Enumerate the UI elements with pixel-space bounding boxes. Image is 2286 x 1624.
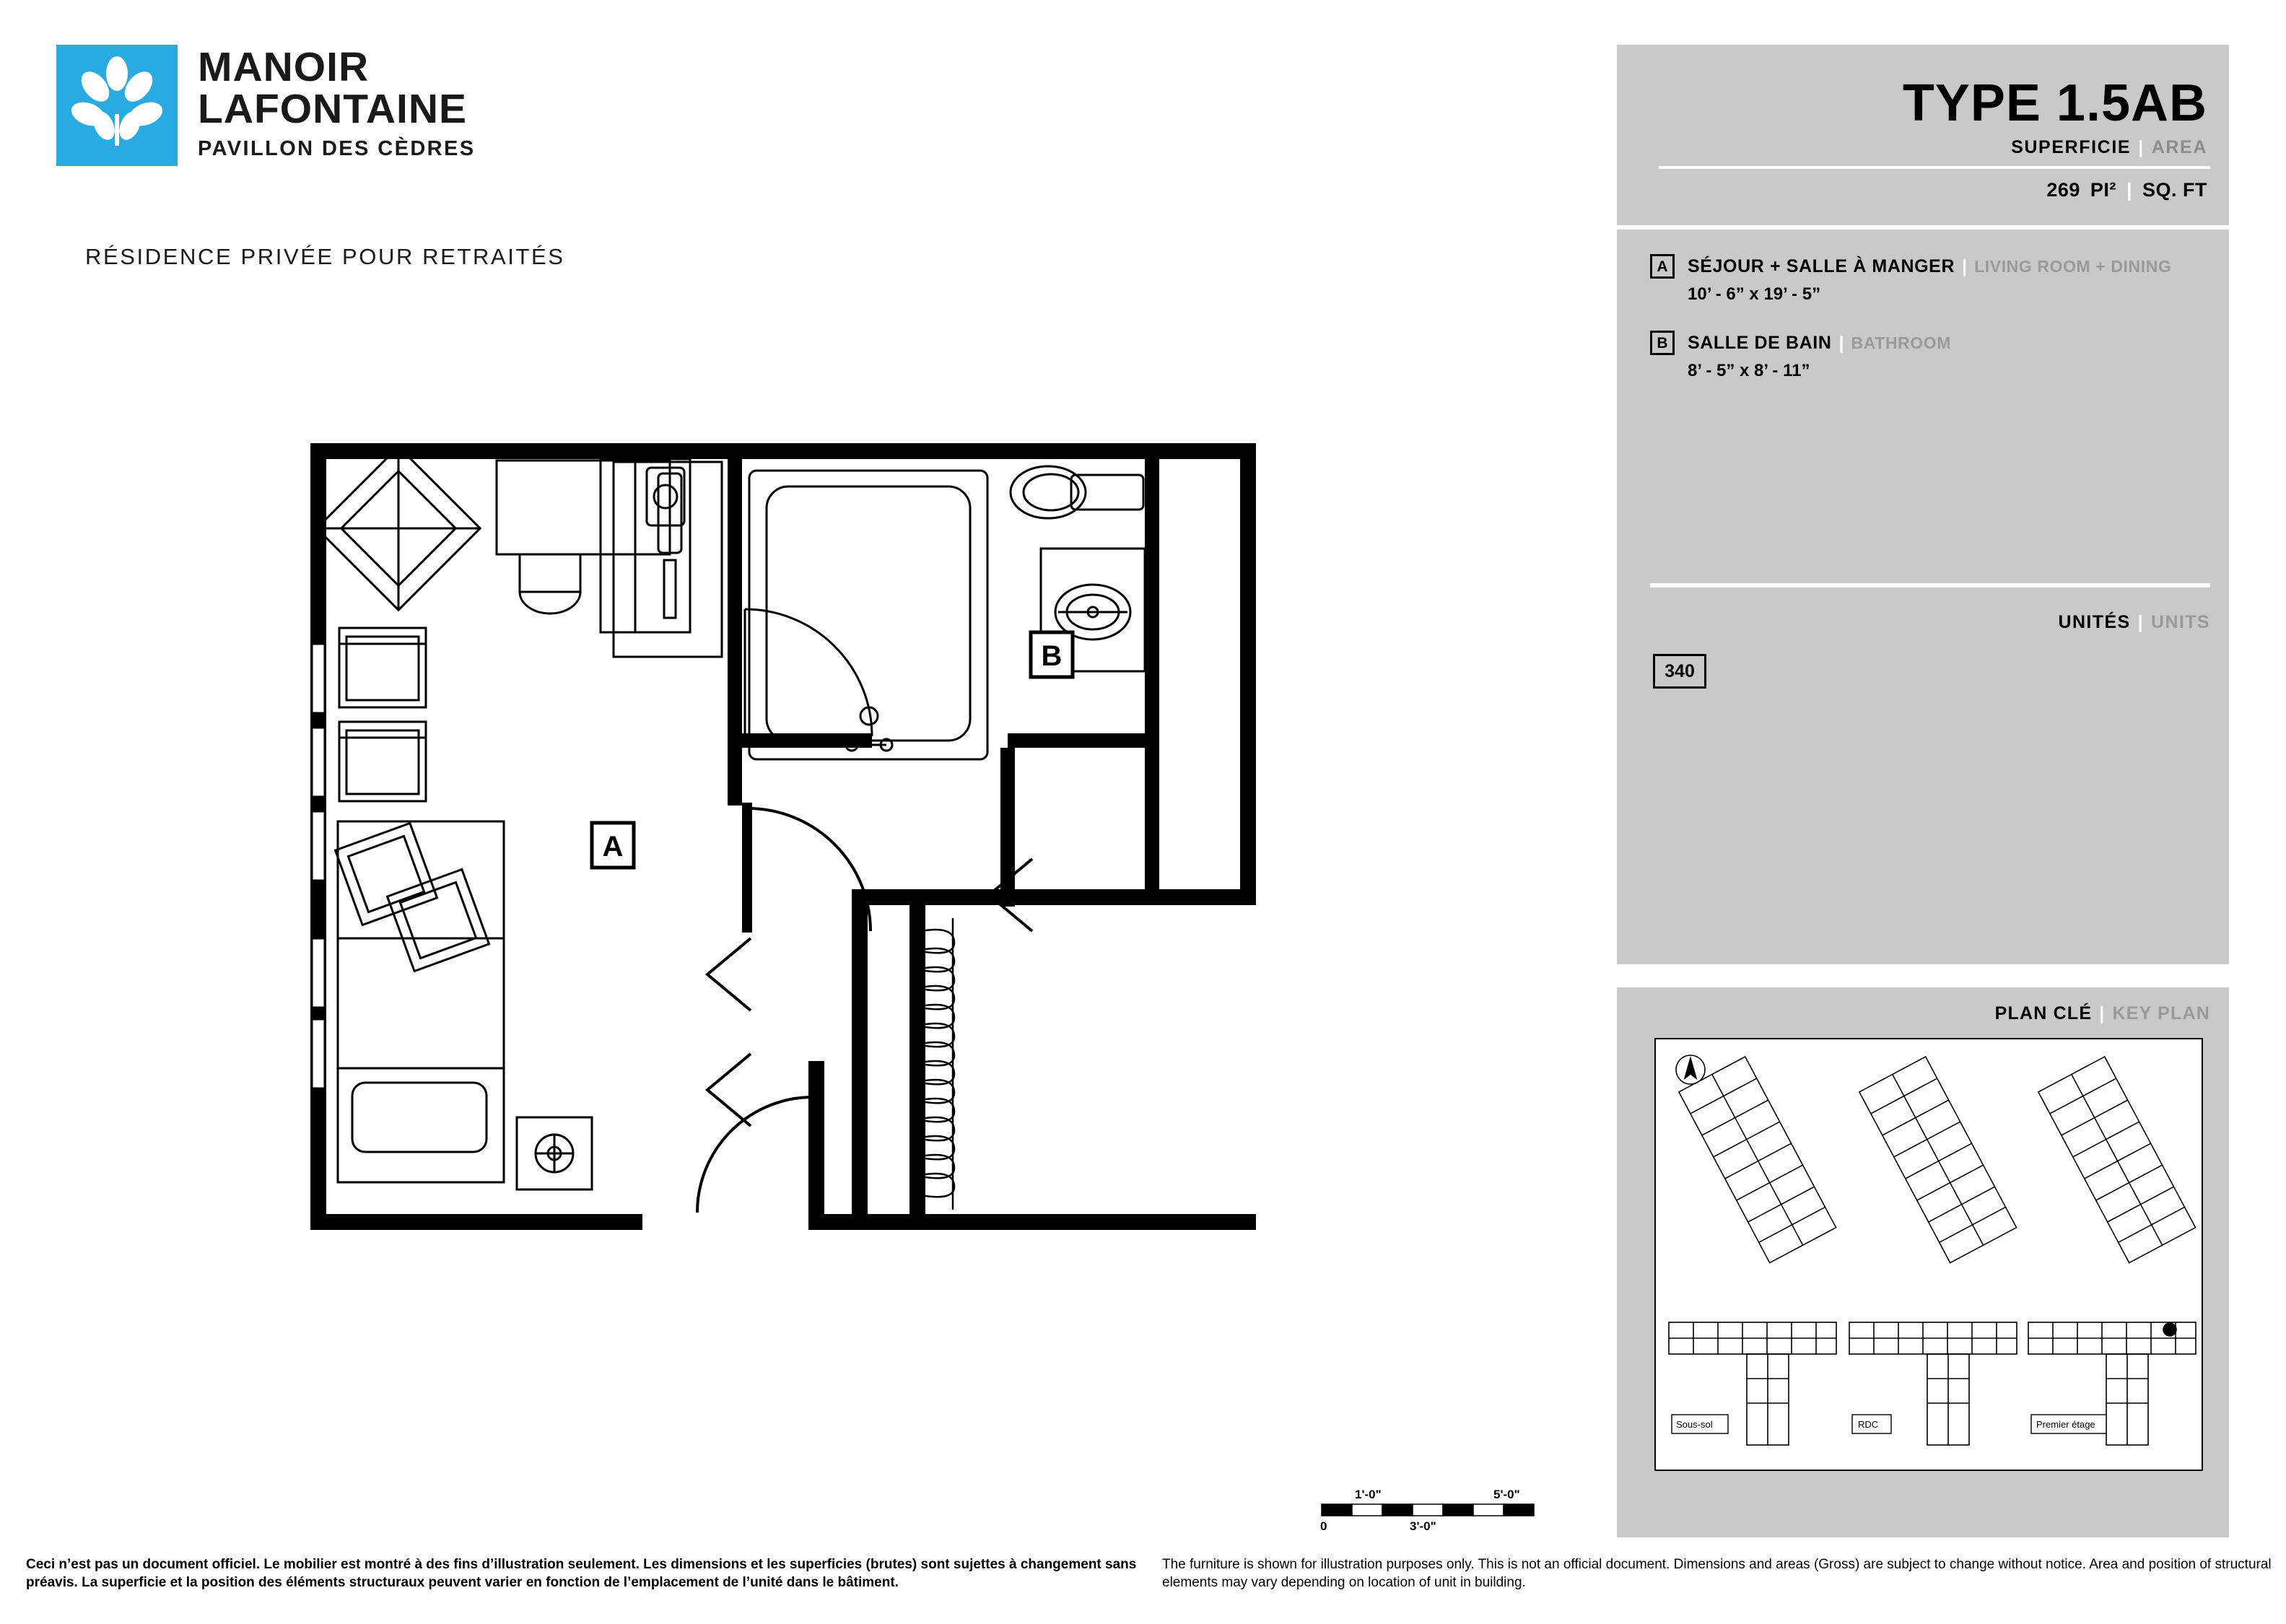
brand-line-1: MANOIR: [198, 44, 370, 90]
area-label-en: AREA: [2151, 137, 2207, 157]
scale-label-right: 5'-0": [1493, 1488, 1520, 1501]
brand-tagline: RÉSIDENCE PRIVÉE POUR RETRAITÉS: [85, 244, 565, 269]
units-header: UNITÉS | UNITS: [2058, 612, 2210, 632]
plan-badge-a: A: [602, 831, 624, 863]
unit-number-chip[interactable]: 340: [1653, 654, 1706, 689]
scale-label-left: 1'-0": [1355, 1488, 1382, 1501]
keyplan-title-en: KEY PLAN: [2112, 1003, 2210, 1023]
disclaimer-fr: Ceci n’est pas un document officiel. Le mobilier est montré à des fins d’illustration seulement. Les dimensions et les superficies (brutes) sont sujettes à changement sans préavis. La superficie et la position des éléments structuraux peuvent varier en fonction de l’emplacement de l’unité dans le bâtiment.: [26, 1557, 1137, 1590]
room-badge-a: A: [1650, 254, 1675, 279]
keyplan-label-0: Sous-sol: [1676, 1419, 1713, 1430]
room-badge-b: B: [1650, 331, 1675, 355]
keyplan-panel: [1617, 987, 2229, 1537]
brand-line-3: PAVILLON DES CÈDRES: [198, 137, 476, 160]
keyplan-label-1: RDC: [1858, 1419, 1879, 1430]
scale-bar: [1317, 1487, 1548, 1534]
floor-plan: [303, 433, 1386, 1285]
title-panel: [1617, 45, 2229, 225]
keyplan-label-2: Premier étage: [2036, 1419, 2095, 1430]
page-title: TYPE 1.5AB: [1902, 74, 2207, 132]
title-divider: [1659, 166, 2210, 169]
brand-wordmark: [198, 46, 476, 161]
brand-logo-block: [56, 44, 605, 269]
leaf-logo-icon: [56, 45, 178, 166]
rooms-panel: [1617, 230, 2229, 964]
room-name-a-fr: SÉJOUR + SALLE À MANGER: [1688, 256, 1955, 276]
area-unit-fr: PI²: [2090, 179, 2116, 201]
area-label-fr: SUPERFICIE: [2011, 137, 2132, 157]
area-unit-en: SQ. FT: [2142, 179, 2207, 201]
keyplan-title: PLAN CLÉ | KEY PLAN: [1994, 1003, 2210, 1023]
plan-badge-b: B: [1041, 640, 1063, 672]
room-name-a-en: LIVING ROOM + DINING: [1974, 257, 2172, 276]
keyplan-title-fr: PLAN CLÉ: [1994, 1003, 2093, 1023]
area-value-row: 269 PI² | SQ. FT: [2046, 179, 2207, 201]
units-header-en: UNITS: [2151, 612, 2210, 632]
floor-plan-drawing: [303, 433, 1386, 1285]
room-name-b-en: BATHROOM: [1851, 333, 1952, 352]
brand-line-2: LAFONTAINE: [198, 86, 468, 132]
disclaimer-en: The furniture is shown for illustration purposes only. This is not an official document. Dimensions and areas (Gross) are subject to change without notice. Area and position of structural elements may vary depending on location of unit in building.: [1162, 1557, 2272, 1590]
scale-label-mid: 3'-0": [1410, 1519, 1436, 1533]
room-dims-a: 10’ - 6” x 19’ - 5”: [1688, 284, 1821, 304]
units-header-fr: UNITÉS: [2058, 612, 2131, 632]
room-dims-b: 8’ - 5” x 8’ - 11”: [1688, 361, 1810, 380]
units-divider: [1650, 583, 2210, 588]
area-label-row: SUPERFICIE | AREA: [2011, 137, 2207, 157]
keyplan-canvas: [1654, 1038, 2203, 1471]
room-name-b-fr: SALLE DE BAIN: [1688, 333, 1832, 353]
keyplan-drawing: [1656, 1039, 2202, 1470]
room-name-b: SALLE DE BAIN | BATHROOM: [1688, 333, 1952, 353]
area-value: 269: [2046, 179, 2080, 201]
room-name-a: SÉJOUR + SALLE À MANGER | LIVING ROOM + DINING: [1688, 256, 2172, 276]
scale-label-zero: 0: [1320, 1519, 1327, 1533]
